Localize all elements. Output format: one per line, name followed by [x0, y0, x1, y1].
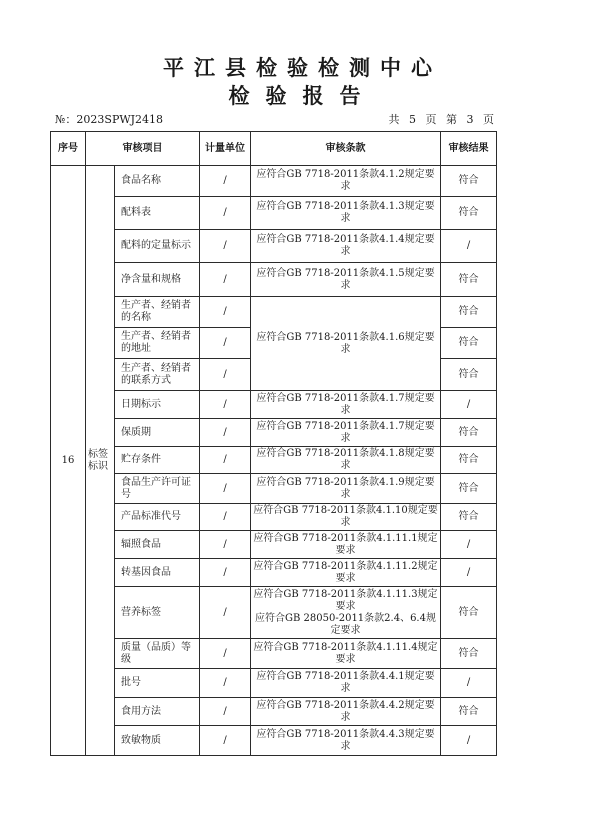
item-cell: 食品生产许可证号: [115, 474, 200, 504]
result-cell: /: [441, 726, 497, 756]
unit-cell: /: [200, 559, 251, 587]
unit-cell: /: [200, 419, 251, 447]
table-row: [51, 639, 497, 669]
result-cell: 符合: [441, 639, 497, 669]
table-row: [51, 504, 497, 531]
header-clause: 审核条款: [251, 132, 441, 166]
unit-cell: /: [200, 726, 251, 756]
unit-cell: /: [200, 639, 251, 669]
clause-cell: 应符合GB 7718-2011条款4.1.2规定要求: [251, 166, 441, 197]
header-item: 审核项目: [86, 132, 200, 166]
result-cell: 符合: [441, 474, 497, 504]
result-cell: /: [441, 391, 497, 419]
item-cell: 转基因食品: [115, 559, 200, 587]
item-cell: 贮存条件: [115, 447, 200, 474]
unit-cell: /: [200, 447, 251, 474]
result-cell: 符合: [441, 419, 497, 447]
result-cell: 符合: [441, 587, 497, 639]
clause-cell: 应符合GB 7718-2011条款4.1.11.1规定要求: [251, 531, 441, 559]
clause-cell: 应符合GB 7718-2011条款4.1.5规定要求: [251, 263, 441, 297]
table-row: [51, 726, 497, 756]
item-cell: 生产者、经销者的地址: [115, 328, 200, 359]
item-cell: 生产者、经销者的联系方式: [115, 359, 200, 391]
item-cell: 日期标示: [115, 391, 200, 419]
table-row: [51, 587, 497, 639]
unit-cell: /: [200, 328, 251, 359]
clause-cell: 应符合GB 7718-2011条款4.4.2规定要求: [251, 698, 441, 726]
table-row: [51, 166, 497, 197]
header-unit: 计量单位: [200, 132, 251, 166]
org-title: 平江县检验检测中心: [163, 55, 442, 80]
report-number: №：2023SPWJ2418: [55, 113, 164, 126]
table-row: [51, 263, 497, 297]
table-row: [51, 447, 497, 474]
table-row: [51, 419, 497, 447]
unit-cell: /: [200, 263, 251, 297]
clause-cell: 应符合GB 7718-2011条款4.1.7规定要求: [251, 419, 441, 447]
table-row: [51, 230, 497, 263]
result-cell: /: [441, 531, 497, 559]
header-result: 审核结果: [441, 132, 497, 166]
table-row: [51, 391, 497, 419]
clause-cell: 应符合GB 7718-2011条款4.1.3规定要求: [251, 197, 441, 230]
clause-cell: 应符合GB 7718-2011条款4.4.3规定要求: [251, 726, 441, 756]
item-cell: 营养标签: [115, 587, 200, 639]
table-row: [51, 474, 497, 504]
result-cell: 符合: [441, 197, 497, 230]
clause-cell: 应符合GB 7718-2011条款4.1.7规定要求: [251, 391, 441, 419]
result-cell: 符合: [441, 328, 497, 359]
table-row: [51, 197, 497, 230]
unit-cell: /: [200, 504, 251, 531]
clause-cell: 应符合GB 7718-2011条款4.1.4规定要求: [251, 230, 441, 263]
table-header-row: [51, 132, 497, 166]
report-title: 检验报告: [228, 83, 377, 108]
item-cell: 辐照食品: [115, 531, 200, 559]
clause-cell: 应符合GB 7718-2011条款4.1.11.4规定要求: [251, 639, 441, 669]
item-cell: 食品名称: [115, 166, 200, 197]
item-cell: 配料表: [115, 197, 200, 230]
seq-cell: 16: [51, 166, 86, 756]
table-row: [51, 297, 497, 328]
item-cell: 配料的定量标示: [115, 230, 200, 263]
unit-cell: /: [200, 669, 251, 698]
result-cell: 符合: [441, 447, 497, 474]
clause-cell: 应符合GB 7718-2011条款4.1.9规定要求: [251, 474, 441, 504]
result-cell: /: [441, 230, 497, 263]
result-cell: 符合: [441, 698, 497, 726]
result-cell: 符合: [441, 359, 497, 391]
clause-line-1: 应符合GB 7718-2011条款4.1.11.3规定要求: [253, 588, 438, 612]
result-cell: /: [441, 669, 497, 698]
unit-cell: /: [200, 166, 251, 197]
unit-cell: /: [200, 474, 251, 504]
clause-cell: 应符合GB 7718-2011条款4.1.8规定要求: [251, 447, 441, 474]
table-row: [51, 559, 497, 587]
clause-cell: 应符合GB 7718-2011条款4.4.1规定要求: [251, 669, 441, 698]
result-cell: /: [441, 559, 497, 587]
unit-cell: /: [200, 391, 251, 419]
result-cell: 符合: [441, 166, 497, 197]
item-cell: 食用方法: [115, 698, 200, 726]
item-cell: 批号: [115, 669, 200, 698]
item-cell: 质量（品质）等级: [115, 639, 200, 669]
unit-cell: /: [200, 230, 251, 263]
page-info: 共 5 页 第 3 页: [388, 113, 497, 126]
item-cell: 净含量和规格: [115, 263, 200, 297]
table-row: [51, 531, 497, 559]
unit-cell: /: [200, 359, 251, 391]
item-cell: 致敏物质: [115, 726, 200, 756]
unit-cell: /: [200, 197, 251, 230]
clause-cell: 应符合GB 7718-2011条款4.1.10规定要求: [251, 504, 441, 531]
item-cell: 保质期: [115, 419, 200, 447]
table-row: [51, 669, 497, 698]
result-cell: 符合: [441, 504, 497, 531]
category-cell: 标签标识: [86, 166, 115, 756]
clause-cell: [251, 587, 441, 639]
unit-cell: /: [200, 297, 251, 328]
clause-cell: 应符合GB 7718-2011条款4.1.6规定要求: [251, 297, 441, 391]
unit-cell: /: [200, 587, 251, 639]
item-cell: 产品标准代号: [115, 504, 200, 531]
unit-cell: /: [200, 698, 251, 726]
clause-line-2: 应符合GB 28050-2011条款2.4、6.4规定要求: [255, 612, 436, 636]
result-cell: 符合: [441, 263, 497, 297]
header-seq: 序号: [51, 132, 86, 166]
item-cell: 生产者、经销者的名称: [115, 297, 200, 328]
clause-cell: 应符合GB 7718-2011条款4.1.11.2规定要求: [251, 559, 441, 587]
audit-table: [50, 131, 497, 756]
unit-cell: /: [200, 531, 251, 559]
table-row: [51, 698, 497, 726]
result-cell: 符合: [441, 297, 497, 328]
